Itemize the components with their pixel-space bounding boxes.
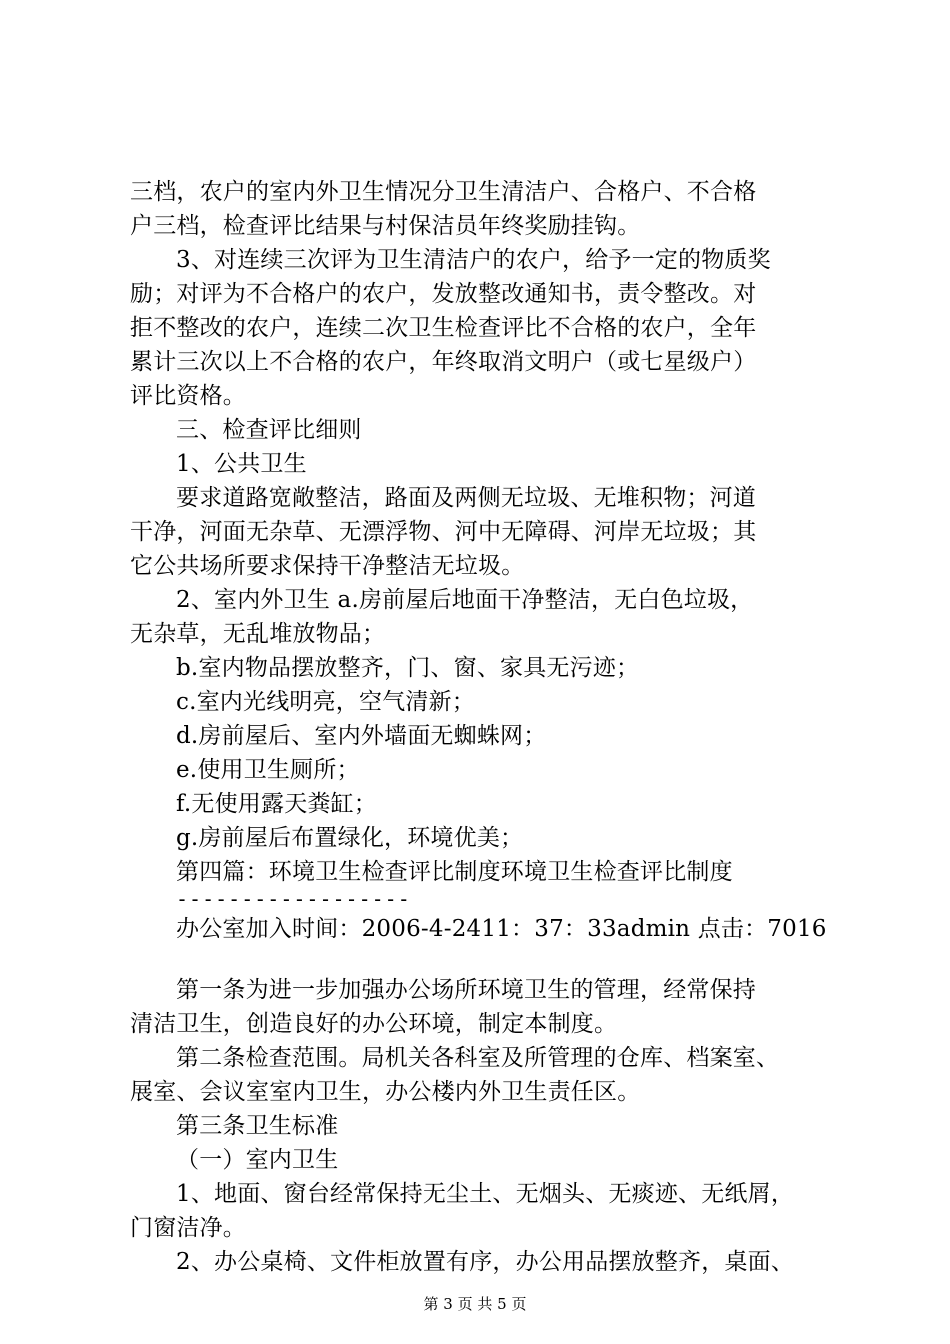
text-line: 清洁卫生，创造良好的办公环境，制定本制度。 xyxy=(130,1011,618,1037)
separator-line: ------------------ xyxy=(176,887,411,911)
text-line: 累计三次以上不合格的农户，年终取消文明户（或七星级户） xyxy=(130,349,757,375)
text-line: 门窗洁净。 xyxy=(130,1215,246,1241)
text-line: 2、室内外卫生 a.房前屋后地面干净整洁，无白色垃圾， xyxy=(176,587,754,613)
list-item: g.房前屋后布置绿化，环境优美； xyxy=(176,825,524,851)
text-line: 它公共场所要求保持干净整洁无垃圾。 xyxy=(130,553,525,579)
text-line: 3、对连续三次评为卫生清洁户的农户，给予一定的物质奖 xyxy=(176,247,771,273)
page-footer: 第 3 页 共 5 页 xyxy=(423,1295,527,1313)
text-line: 展室、会议室室内卫生，办公楼内外卫生责任区。 xyxy=(130,1079,641,1105)
subsection-heading: （一）室内卫生 xyxy=(176,1147,339,1173)
subsection-heading: 1、公共卫生 xyxy=(176,451,307,477)
text-line: 评比资格。 xyxy=(130,383,246,409)
text-line: 1、地面、窗台经常保持无尘土、无烟头、无痰迹、无纸屑， xyxy=(176,1181,795,1207)
meta-line: 办公室加入时间：2006-4-2411：37：33admin 点击：7016 xyxy=(176,916,827,942)
section-heading: 第三条卫生标准 xyxy=(176,1113,339,1139)
list-item: d.房前屋后、室内外墙面无蜘蛛网； xyxy=(176,723,547,749)
text-line: 干净，河面无杂草、无漂浮物、河中无障碍、河岸无垃圾；其 xyxy=(130,519,757,545)
section-heading: 三、检查评比细则 xyxy=(176,417,362,443)
text-line: 励；对评为不合格户的农户，发放整改通知书，责令整改。对 xyxy=(130,281,757,307)
text-line: 2、办公桌椅、文件柜放置有序，办公用品摆放整齐，桌面、 xyxy=(176,1249,795,1275)
text-line: 第一条为进一步加强办公场所环境卫生的管理，经常保持 xyxy=(176,977,756,1003)
text-line: 户三档，检查评比结果与村保洁员年终奖励挂钩。 xyxy=(130,213,641,239)
list-item: e.使用卫生厕所； xyxy=(176,757,360,783)
list-item: f.无使用露天粪缸； xyxy=(176,791,378,817)
text-line: 三档，农户的室内外卫生情况分卫生清洁户、合格户、不合格 xyxy=(130,179,757,205)
text-line: 无杂草，无乱堆放物品； xyxy=(130,621,386,647)
list-item: b.室内物品摆放整齐，门、窗、家具无污迹； xyxy=(176,655,640,681)
text-line: 第二条检查范围。局机关各科室及所管理的仓库、档案室、 xyxy=(176,1045,780,1071)
text-line: 拒不整改的农户，连续二次卫生检查评比不合格的农户，全年 xyxy=(130,315,757,341)
text-line: 要求道路宽敞整洁，路面及两侧无垃圾、无堆积物；河道 xyxy=(176,485,756,511)
chapter-title: 第四篇：环境卫生检查评比制度环境卫生检查评比制度 xyxy=(176,859,733,885)
list-item: c.室内光线明亮，空气清新； xyxy=(176,689,475,715)
